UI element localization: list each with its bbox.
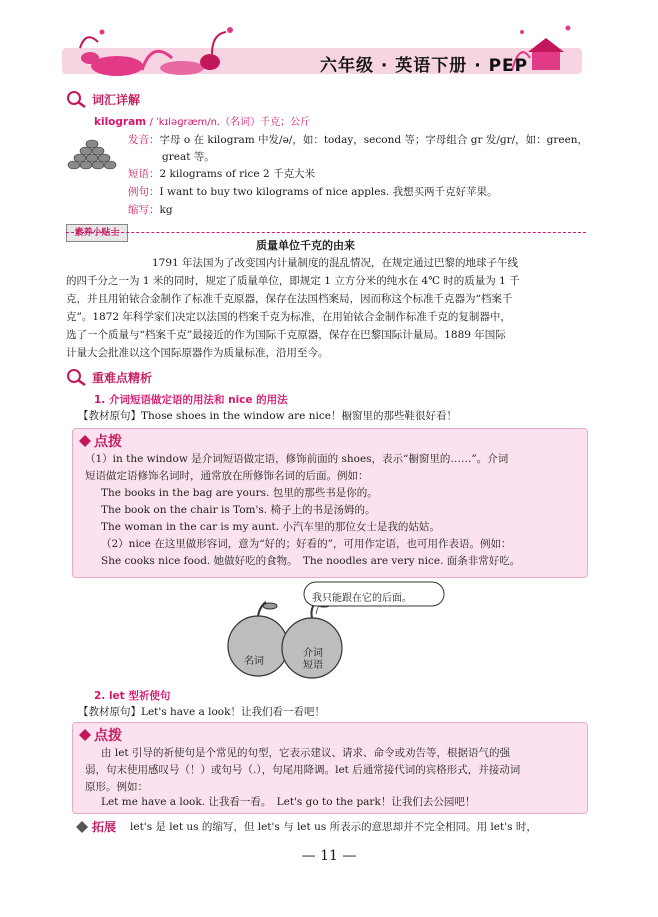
box2-line: 弱，句末使用感叹号（！）或句号（.），句尾用降调。let 后通常接代词的宾格形式，并接动词 — [85, 764, 521, 776]
phrase-label: 短语： — [128, 168, 160, 180]
box1-line: She cooks nice food. 她做好吃的食物。 The noodles are very nice. 面条非常好吃。 — [101, 555, 521, 567]
headword-phonetic: / ˈkɪləɡræm/n.（名词）千克；公斤 — [149, 117, 311, 128]
pronunciation-text: 字母 o 在 kilogram 中发/ə/，如：today，second 等；字母组合 gr 发/ɡr/，如：green， — [159, 134, 589, 146]
example-label: 例句： — [128, 186, 160, 198]
header-plants-decoration — [62, 18, 262, 80]
extension-text: let's 是 let us 的缩写，但 let's 与 let us 所表示的意思却并不完全相同。用 let's 时， — [130, 821, 537, 833]
box2-line: 原形。例如： — [85, 781, 148, 793]
pronunciation-label: 发音： — [128, 134, 160, 146]
apple-label-prep-phrase: 介词短语 — [303, 648, 323, 671]
tip-box-1-header — [79, 431, 122, 451]
phrase-text: 2 kilograms of rice 2 千克大米 — [159, 168, 315, 180]
speech-bubble-text: 我只能跟在它的后面。 — [312, 593, 412, 604]
key-section-heading — [66, 368, 152, 386]
box1-line: The woman in the car is my aunt. 小汽车里的那位女士是我的姑姑。 — [101, 521, 440, 533]
page-number: — 11 — — [301, 848, 357, 864]
tip-box-2 — [72, 722, 588, 814]
abbreviation-line — [128, 202, 173, 218]
tip-box-1-label: 点拨 — [94, 434, 122, 450]
weights-illustration — [66, 132, 124, 172]
apple-label-noun: 名词 — [244, 656, 264, 667]
point-2-source: 【教材原句】Let's have a look！让我们看一看吧！ — [78, 706, 325, 718]
diamond-icon — [76, 821, 88, 833]
phrase-line — [128, 166, 315, 182]
pronunciation-line-2: great 等。 — [162, 151, 215, 163]
box2-line: 由 let 引导的祈使句是个常见的句型，它表示建议、请求、命令或劝告等，根据语气的强 — [101, 747, 510, 759]
tip-line: 的四千分之一为 1 米的同时，规定了质量单位，即规定 1 立方分米的纯水在 4℃ 时的质量为 1 千 — [66, 275, 520, 287]
headword: kilogram — [94, 116, 147, 128]
example-line — [128, 184, 498, 200]
extension-line — [76, 818, 537, 835]
tip-box-1 — [72, 428, 588, 578]
magnifier-icon — [66, 368, 88, 386]
extension-label: 拓展 — [92, 820, 117, 834]
tip-line: 克”。1872 年科学家们决定以法国的档案千克为标准，在用铂铱合金制作标准千克的复制器中， — [66, 311, 511, 323]
headword-line — [94, 114, 310, 131]
diamond-icon — [79, 729, 91, 741]
pronunciation-line — [128, 132, 588, 148]
magnifier-icon — [66, 90, 88, 108]
box1-line: （1）in the window 是介词短语做定语，修饰前面的 shoes，表示“橱窗里的……”。介词 — [85, 453, 509, 465]
tip-line: 克，并且用铂铱合金制作了标准千克原器，保存在法国档案局，因而称这个标准千克器为“档案千 — [66, 293, 513, 305]
tip-line: 1791 年法国为了改变国内计量制度的混乱情况，在规定通过巴黎的地球子午线 — [152, 257, 519, 269]
tip-title: 质量单位千克的由来 — [256, 239, 355, 252]
tip-body — [66, 254, 590, 362]
diamond-icon — [79, 435, 91, 447]
vocab-section-title: 词汇详解 — [92, 92, 141, 107]
box1-line: （2）nice 在这里做形容词，意为“好的；好看的”，可用作定语，也可用作表语。例如： — [101, 538, 512, 550]
point-2-title: 2. let 型祈使句 — [94, 690, 171, 702]
tip-badge: 素养小贴士 — [66, 224, 128, 242]
key-section-title: 重难点精析 — [92, 370, 153, 385]
box1-line: 短语做定语修饰名词时，通常放在所修饰名词的后面。例如： — [85, 470, 369, 482]
abbreviation-label: 缩写： — [128, 204, 160, 216]
vocab-section-heading — [66, 90, 140, 108]
abbreviation-text: kg — [159, 204, 173, 216]
tip-box-2-label: 点拨 — [94, 728, 122, 744]
point-1-title: 1. 介词短语做定语的用法和 nice 的用法 — [94, 394, 288, 406]
box1-line: The book on the chair is Tom's. 椅子上的书是汤姆的。 — [101, 504, 376, 516]
tip-box-2-header — [79, 725, 122, 745]
page-header — [62, 18, 582, 80]
point-1-source: 【教材原句】Those shoes in the window are nice！橱窗里的那些鞋很好看！ — [78, 410, 457, 422]
box1-line: The books in the bag are yours. 包里的那些书是你的。 — [101, 487, 378, 499]
tip-divider — [66, 232, 586, 233]
box2-line: Let me have a look. 让我看一看。 Let's go to the park！让我们去公园吧！ — [101, 796, 476, 808]
header-title: 六年级 · 英语下册 · PEP — [320, 56, 529, 76]
tip-line: 选了一个质量与“档案千克”最接近的作为国际千克原器，保存在巴黎国际计量局。1889 年国际 — [66, 329, 506, 341]
example-text: I want to buy two kilograms of nice apples. 我想买两千克好苹果。 — [159, 186, 498, 198]
tip-line: 计量大会批准以这个国际原器作为质量标准，沿用至今。 — [66, 347, 329, 359]
